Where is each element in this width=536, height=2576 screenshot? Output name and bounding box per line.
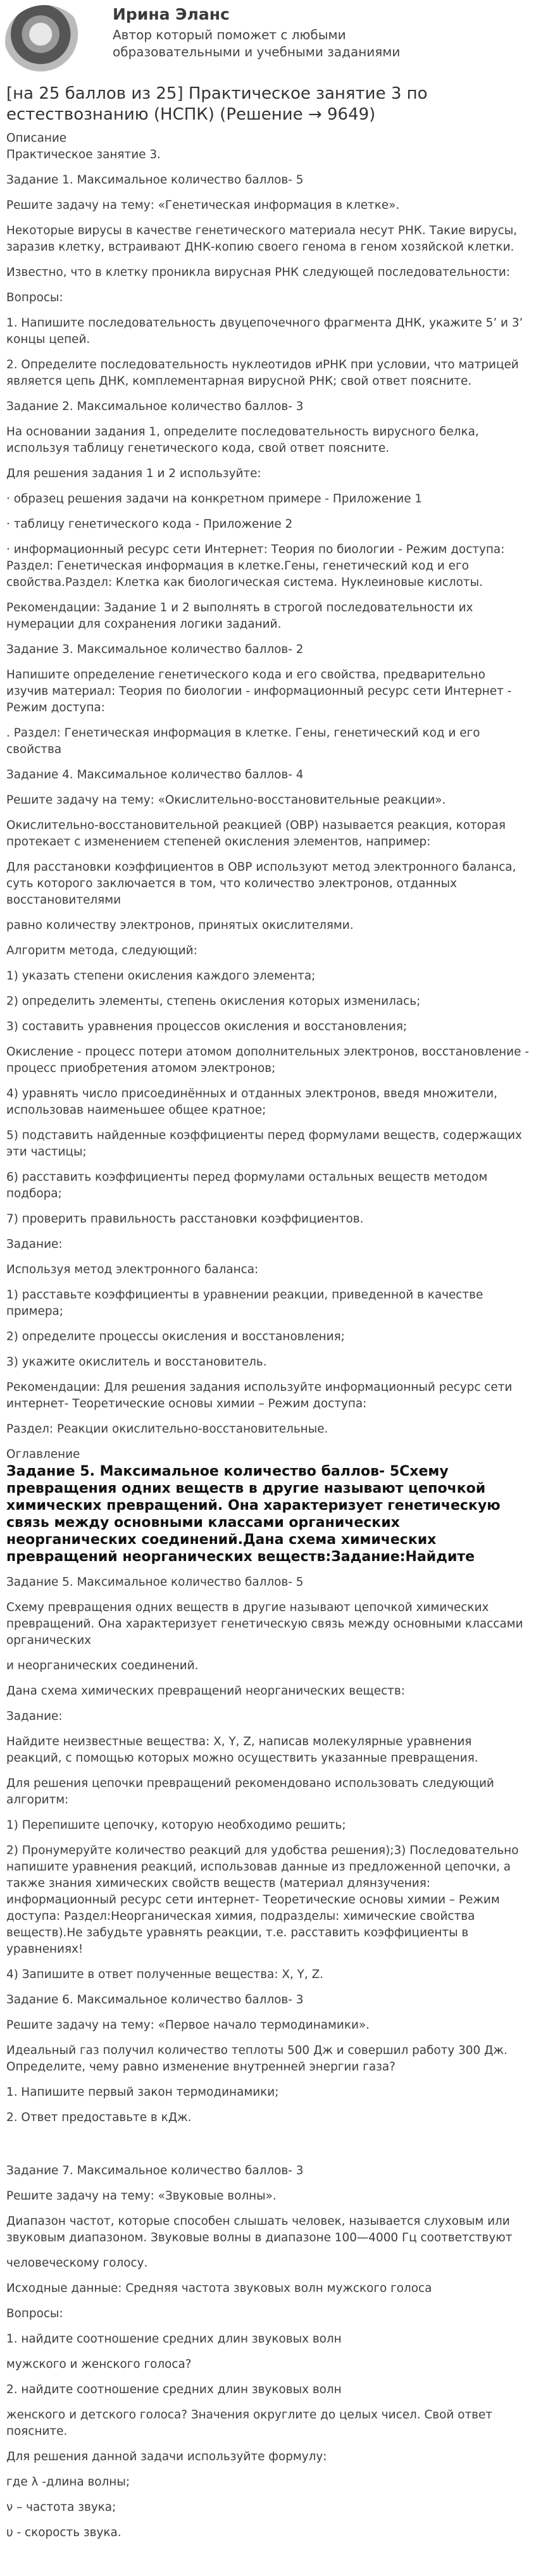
text-line: Найдите неизвестные вещества: X, Y, Z, написав молекулярные уравнения реакций, с помощью которых можно осуществить указанные превращения. bbox=[6, 1735, 478, 1765]
text-line: где λ -длина волны; bbox=[6, 2475, 130, 2489]
text-line: Задание: bbox=[6, 1710, 63, 1723]
text-line: 1) Перепишите цепочку, которую необходимо решить; bbox=[6, 1819, 346, 1832]
text-line: Описание bbox=[6, 132, 67, 145]
text-line: Задание 3. Максимальное количество баллов- 2 bbox=[6, 643, 304, 656]
text-line: · информационный ресурс сети Интернет: Теория по биологии - Режим доступа: Раздел: Генетическая информация в клетке.Гены, генетический код и его свойства.Раздел: Клетка как биологическая система. Нуклеиновые кислоты. bbox=[6, 543, 505, 589]
text-line: Раздел: Реакции окислительно-восстановительные. bbox=[6, 1422, 328, 1436]
text-line: Алгоритм метода, следующий: bbox=[6, 944, 197, 957]
text-line: На основании задания 1, определите последовательность вирусного белка, используя таблицу генетического кода, свой ответ поясните. bbox=[6, 425, 479, 455]
content bbox=[0, 84, 536, 2541]
text-line: 4) Запишите в ответ полученные вещества: X, Y, Z. bbox=[6, 1968, 324, 1981]
text-line: Окисление - процесс потери атомом дополнительных электронов, восстановление - процесс приобретения атомом электронов; bbox=[6, 1045, 529, 1075]
text-line: Для решения данной задачи используйте формулу: bbox=[6, 2450, 327, 2463]
text-line: Оглавление bbox=[6, 1448, 80, 1461]
text-line: Задание 7. Максимальное количество баллов- 3 bbox=[6, 2164, 304, 2177]
text-line: женского и детского голоса? Значения округлите до целых чисел. Свой ответ поясните. bbox=[6, 2408, 493, 2438]
text-line: Вопросы: bbox=[6, 291, 63, 304]
page-title: [на 25 баллов из 25] Практическое занятие 3 по естествознанию (НСПК) (Решение → 9649) bbox=[6, 84, 428, 124]
text-line: · таблицу генетического кода - Приложение 2 bbox=[6, 518, 293, 531]
text-line: Задание 2. Максимальное количество баллов- 3 bbox=[6, 400, 304, 413]
text-line: Решите задачу на тему: «Генетическая информация в клетке». bbox=[6, 199, 400, 212]
text-line: мужского и женского голоса? bbox=[6, 2358, 192, 2371]
summary-heading: Задание 5. Максимальное количество баллов- 5Схему превращения одних веществ в другие называют цепочкой химических превращений. Она характеризует генетическую связь между основными классами органических неорганических соединений.Дана схема химических превращений неорганических веществ:Задание:Найдите bbox=[6, 1464, 501, 1565]
text-line: Задание 4. Максимальное количество баллов- 4 bbox=[6, 768, 304, 781]
text-line: 2. найдите соотношение средних длин звуковых волн bbox=[6, 2383, 342, 2396]
text-line: 3) составить уравнения процессов окисления и восстановления; bbox=[6, 1020, 408, 1033]
text-line: Используя метод электронного баланса: bbox=[6, 1263, 259, 1276]
text-line: Известно, что в клетку проникла вирусная РНК следующей последовательности: bbox=[6, 266, 511, 279]
author-avatar[interactable] bbox=[5, 5, 84, 78]
text-line: Решите задачу на тему: «Окислительно-восстановительные реакции». bbox=[6, 793, 446, 807]
text-line: и неорганических соединений. bbox=[6, 1659, 199, 1672]
text-line: Для решения задания 1 и 2 используйте: bbox=[6, 467, 261, 480]
text-line: равно количеству электронов, принятых окислителями. bbox=[6, 919, 354, 932]
text-line: Решите задачу на тему: «Первое начало термодинамики». bbox=[6, 2019, 370, 2032]
text-line: Вопросы: bbox=[6, 2307, 63, 2320]
text-line: Диапазон частот, которые способен слышать человек, называется слуховым или звуковым диапазоном. Звуковые волны в диапазоне 100—4000 Гц соответствуют bbox=[6, 2215, 513, 2244]
text-line: 2. Определите последовательность нуклеотидов иРНК при условии, что матрицей является цепь ДНК, комплементарная вирусной РНК; свой ответ поясните. bbox=[6, 358, 519, 388]
text-line: Напишите определение генетического кода и его свойства, предварительно изучив материал: Теория по биологии - информационный ресурс сети Интернет - Режим доступа: bbox=[6, 668, 512, 714]
text-line: Окислительно-восстановительной реакцией (ОВР) называется реакция, которая протекает с изменением степеней окисления элементов, например: bbox=[6, 819, 506, 849]
text-line: Для решения цепочки превращений рекомендовано использовать следующий алгоритм: bbox=[6, 1777, 494, 1807]
text-line: Задание 1. Максимальное количество баллов- 5 bbox=[6, 173, 304, 187]
text-line: 1. Напишите последовательность двуцепочечного фрагмента ДНК, укажите 5’ и 3’ концы цепей. bbox=[6, 316, 523, 346]
text-line: 5) подставить найденные коэффициенты перед формулами веществ, содержащих эти частицы; bbox=[6, 1129, 522, 1159]
text-line: Некоторые вирусы в качестве генетического материала несут РНК. Такие вирусы, заразив клетку, встраивают ДНК-копию своего генома в геном хозяйской клетки. bbox=[6, 224, 518, 254]
text-line: Идеальный газ получил количество теплоты 500 Дж и совершил работу 300 Дж. Определите, чему равно изменение внутренней энергии газа? bbox=[6, 2044, 508, 2074]
text-line: ν – частота звука; bbox=[6, 2501, 116, 2514]
text-line: Для расстановки коэффициентов в ОВР используют метод электронного баланса, суть которого заключается в том, что количество электронов, отданных восстановителями bbox=[6, 861, 516, 907]
text-line: Задание: bbox=[6, 1238, 63, 1251]
text-line: Задание 6. Максимальное количество баллов- 3 bbox=[6, 1993, 304, 2007]
text-line: 2. Ответ предоставьте в кДж. bbox=[6, 2111, 192, 2124]
text-line: 1. найдите соотношение средних длин звуковых волн bbox=[6, 2332, 342, 2346]
text-line: υ - скорость звука. bbox=[6, 2526, 122, 2539]
text-line: человеческому голосу. bbox=[6, 2256, 148, 2270]
text-line: Задание 5. Максимальное количество баллов- 5 bbox=[6, 1576, 304, 1589]
author-name[interactable]: Ирина Эланс bbox=[113, 5, 230, 23]
text-line: Схему превращения одних веществ в другие называют цепочкой химических превращений. Она характеризует генетическую связь между основными классами органических bbox=[6, 1601, 523, 1647]
text-line: 1) указать степени окисления каждого элемента; bbox=[6, 969, 316, 983]
text-line: Решите задачу на тему: «Звуковые волны». bbox=[6, 2189, 277, 2203]
text-line: 1. Напишите первый закон термодинамики; bbox=[6, 2086, 279, 2099]
author-info bbox=[113, 5, 467, 61]
text-line: . Раздел: Генетическая информация в клетке. Гены, генетический код и его свойства bbox=[6, 726, 480, 756]
text-line: 3) укажите окислитель и восстановитель. bbox=[6, 1355, 267, 1369]
text-line: 1) расставьте коэффициенты в уравнении реакции, приведенной в качестве примера; bbox=[6, 1288, 483, 1318]
text-line: Рекомендации: Для решения задания используйте информационный ресурс сети интернет- Теоретические основы химии – Режим доступа: bbox=[6, 1381, 513, 1410]
author-header bbox=[0, 0, 536, 81]
text-line: 7) проверить правильность расстановки коэффициентов. bbox=[6, 1212, 364, 1226]
text-line: 2) Пронумеруйте количество реакций для удобства решения);3) Последовательно напишите уравнения реакций, использовав данные из предложенной цепочки, а также знания химических свойств веществ (материал длянзучения: информационный ресурс сети интернет- Теоретические основы химии – Режим доступа: Раздел:Неорганическая химия, подразделы: химические свойства веществ).Не забудьте уравнять реакции, т.е. расставить коэффициенты в уравнениях! bbox=[6, 1844, 519, 1956]
text-line: 2) определите процессы окисления и восстановления; bbox=[6, 1330, 345, 1343]
text-line: Практическое занятие 3. bbox=[6, 148, 161, 161]
text-line: Дана схема химических превращений неорганических веществ: bbox=[6, 1684, 405, 1698]
author-description: Автор который поможет с любыми образовательными и учебными заданиями bbox=[113, 27, 401, 59]
text-line: 4) уравнять число присоединённых и отданных электронов, введя множители, использовав наименьшее общее кратное; bbox=[6, 1087, 497, 1117]
text-line: Рекомендации: Задание 1 и 2 выполнять в строгой последовательности их нумерации для сохранения логики заданий. bbox=[6, 601, 473, 631]
task-text bbox=[6, 130, 530, 2541]
text-line: Исходные данные: Средняя частота звуковых волн мужского голоса bbox=[6, 2282, 432, 2295]
text-line: 2) определить элементы, степень окисления которых изменилась; bbox=[6, 995, 421, 1008]
text-line: · образец решения задачи на конкретном примере - Приложение 1 bbox=[6, 492, 423, 506]
text-line: 6) расставить коэффициенты перед формулами остальных веществ методом подбора; bbox=[6, 1171, 488, 1200]
